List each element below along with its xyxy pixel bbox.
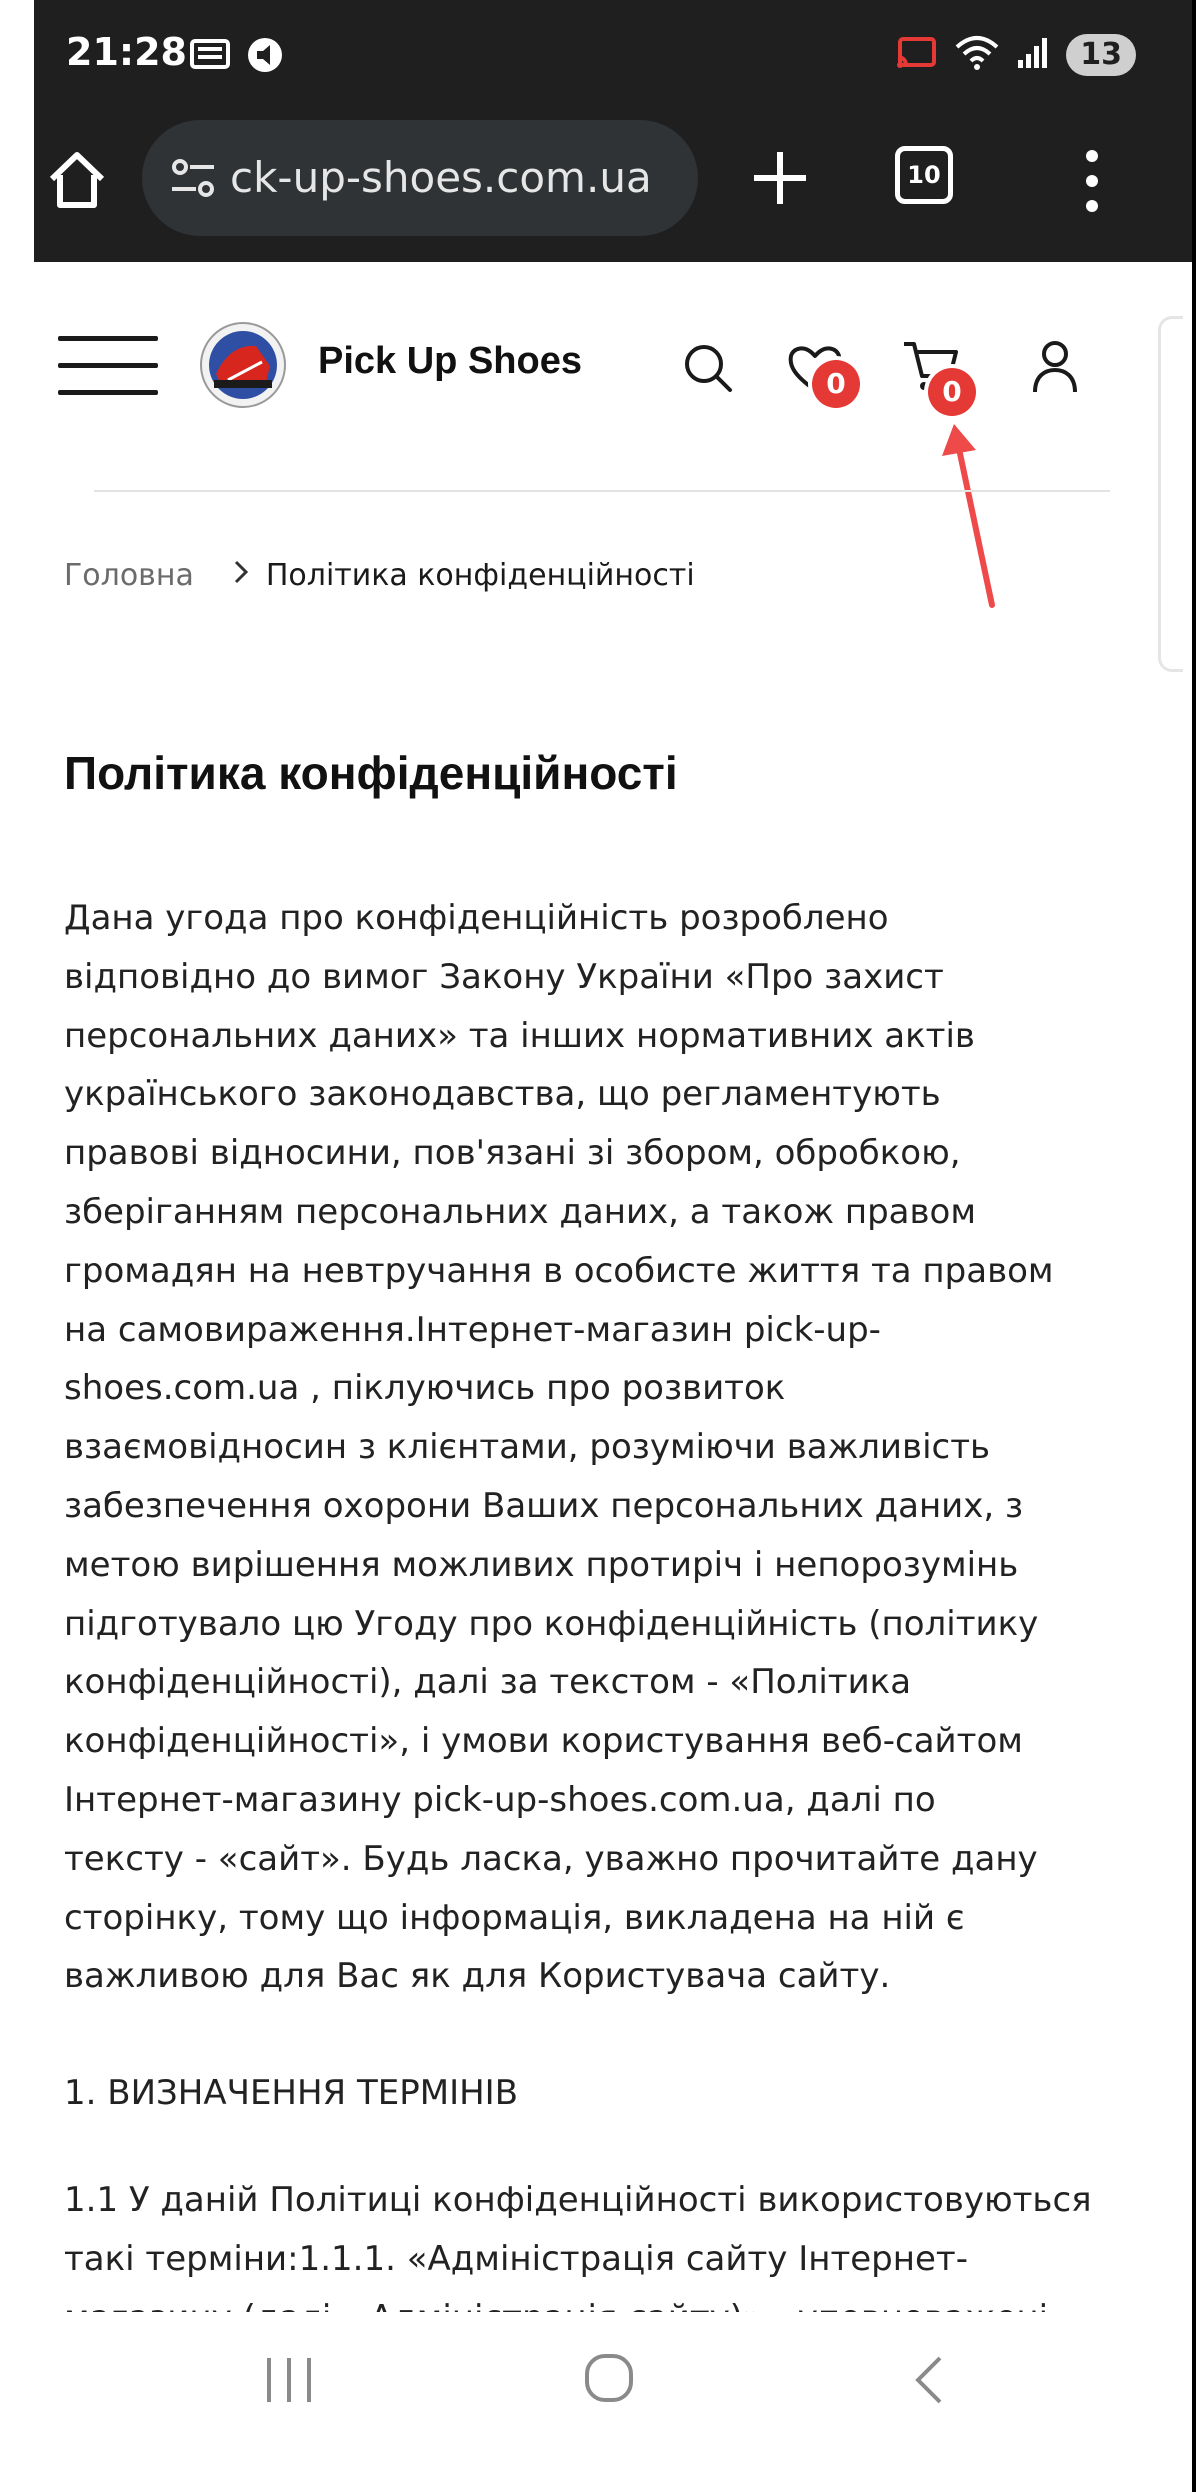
search-icon[interactable] [680,340,736,396]
text-line: shoes.com.ua , піклуючись про розвиток [64,1368,786,1409]
address-bar[interactable] [142,120,698,236]
wishlist-count-badge: 0 [812,360,860,408]
header-divider [94,490,1110,492]
text-line: зберіганням персональних даних, а також правом [64,1191,976,1232]
status-icons-right [894,34,1136,76]
breadcrumb [64,556,695,594]
wifi-icon [954,35,1000,75]
section-gap [64,2123,1134,2171]
text-line: забезпечення охорони Ваших персональних даних, з [64,1485,1024,1526]
text-line: підготувало цю Угоду про конфіденційність (політику [64,1603,1039,1644]
text-line: взаємовідносин з клієнтами, розуміючи важливість [64,1427,991,1468]
cast-icon [188,37,232,77]
text-line: 1.1 У даній Політиці конфіденційності використовуються [64,2179,1092,2220]
media-icon [246,36,284,78]
text-line: такі терміни:1.1.1. «Адміністрація сайту Інтернет- [64,2238,968,2279]
text-line: українського законодавства, що регламентують [64,1074,941,1115]
text-line: на самовираження.Інтернет-магазин pick-up- [64,1309,881,1350]
site-settings-icon[interactable] [168,153,220,203]
system-nav-bar [34,2312,1192,2452]
status-time: 21:28 [66,30,187,74]
left-edge [0,0,34,2492]
policy-content [64,889,1134,2309]
text-line: правові відносини, пов'язані зі збором, обробкою, [64,1133,961,1174]
text-line: Дана угода про конфіденційність розроблено [64,898,889,938]
text-line: відповідно до вимог Закону України «Про захист [64,956,944,997]
menu-icon[interactable] [58,336,158,396]
status-icons-left [188,36,284,78]
tabs-icon[interactable]: 10 [895,146,953,204]
page-title: Політика конфіденційності [64,747,678,799]
notification-count-badge: 13 [1066,34,1136,76]
screen-mirror-icon [894,35,938,75]
text-line: важливою для Вас як для Користувача сайту. [64,1956,891,1997]
text-line: конфіденційності», і умови користування веб-сайтом [64,1721,1023,1762]
text-line: тексту - «сайт». Будь ласка, уважно прочитайте дану [64,1838,1038,1879]
text-line: Інтернет-магазину pick-up-shoes.com.ua, далі по [64,1779,936,1820]
home-circle-icon[interactable] [574,2348,644,2412]
text-line: конфіденційності), далі за текстом - «Політика [64,1662,912,1703]
cart-count-badge: 0 [928,368,976,416]
intro-paragraph [64,889,1134,2006]
text-line: метою вирішення можливих протиріч і непорозумінь [64,1544,1019,1585]
annotation-arrow [930,420,1010,610]
back-icon[interactable] [900,2350,960,2410]
user-icon[interactable] [1030,338,1080,396]
home-icon[interactable] [42,145,112,215]
signal-icon [1016,36,1050,74]
text-line: громадян на невтручання в особисте життя та правом [64,1250,1054,1291]
right-edge [1192,0,1196,2492]
scroll-handle[interactable] [1158,316,1183,672]
url-text[interactable]: ck-up-shoes.com.ua [230,153,652,202]
section-heading: 1. ВИЗНАЧЕННЯ ТЕРМІНІВ [64,2073,519,2114]
brand-name[interactable]: Pick Up Shoes [318,340,582,382]
bottom-strip [34,2452,1192,2492]
recent-apps-icon[interactable] [259,2352,319,2408]
brand-logo[interactable] [200,322,286,408]
breadcrumb-home-link[interactable]: Головна [64,557,194,593]
text-line: персональних даних» та інших нормативних актів [64,1015,975,1056]
new-tab-icon[interactable] [744,142,816,214]
breadcrumb-current: Політика конфіденційності [265,557,695,593]
more-menu-icon[interactable] [1080,146,1104,216]
text-line: сторінку, тому що інформація, викладена на ній є [64,1897,965,1938]
chevron-right-icon [232,556,250,594]
